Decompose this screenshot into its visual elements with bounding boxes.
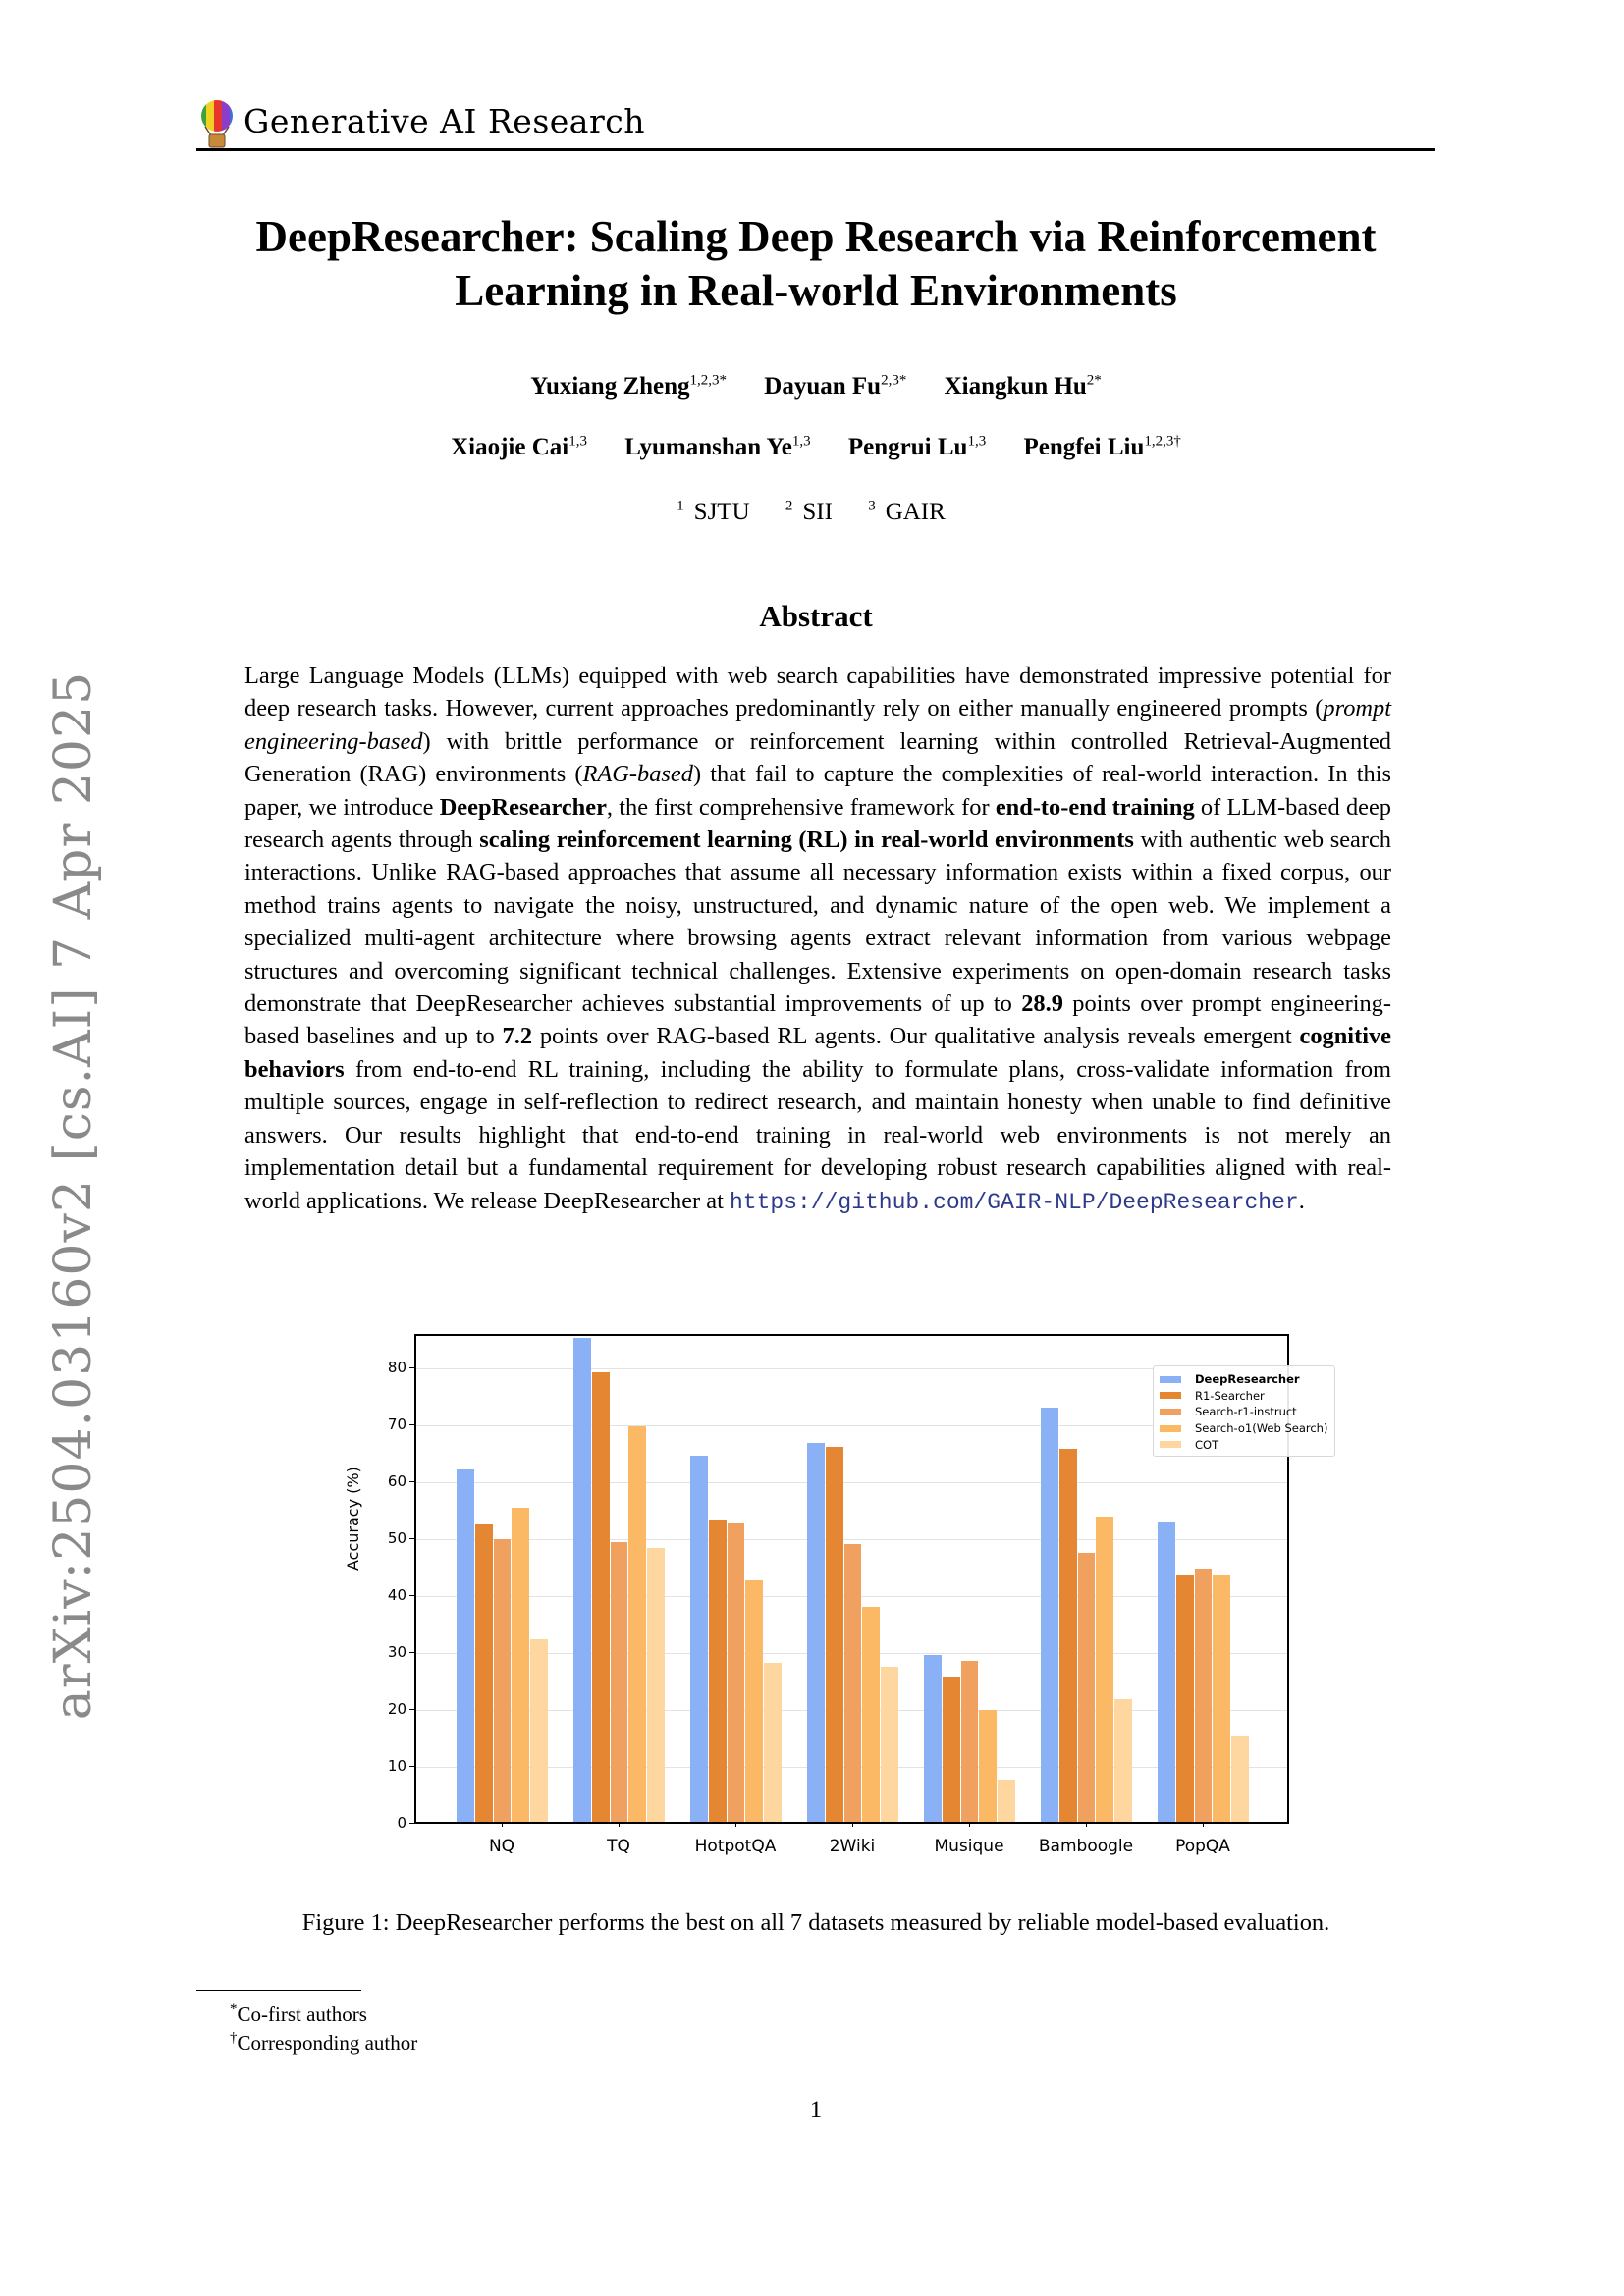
- header-title: Generative AI Research: [244, 102, 645, 140]
- author-row-2: [196, 434, 1435, 461]
- x-tick-mark: [1203, 1822, 1204, 1827]
- abstract-text-segment: points over RAG-based RL agents. Our qualitative analysis reveals emergent: [532, 1023, 1300, 1050]
- footnote-co-first: *Co-first authors: [230, 2002, 367, 2026]
- bar-r1-searcher-tq: [592, 1372, 610, 1822]
- abstract-text-segment: from end-to-end RL training, including the ability to formulate plans, cross-validate information from multiple sources, engage in self-reflection to redirect research, and maintain honesty when unable to find definitive answers. Our results highlight that end-to-end training in real-world web environments is not merely an implementation detail but a fundamental requirement for developing robust research capabilities aligned with real-world applications. We release DeepResearcher at: [244, 1055, 1391, 1214]
- x-tick-label: Musique: [934, 1837, 1004, 1856]
- bar-cot-popqa: [1231, 1736, 1249, 1822]
- bar-cot-bamboogle: [1114, 1699, 1132, 1822]
- legend-entry: [1160, 1404, 1328, 1420]
- y-tick-label: 20: [387, 1700, 406, 1718]
- abstract-text-segment: of LLM-based deep research agents through: [244, 793, 1391, 854]
- abstract-text-segment: points over prompt engineering-based baselines and up to: [244, 990, 1391, 1050]
- bar-r1-searcher-popqa: [1176, 1575, 1194, 1822]
- chart-legend: [1153, 1365, 1335, 1457]
- abstract-heading: Abstract: [759, 599, 873, 633]
- bar-search-o1-web-search--tq: [628, 1426, 646, 1822]
- author: Dayuan $Fu^{2,3*}$: [764, 372, 907, 400]
- author-row-1: [196, 373, 1435, 400]
- bar-search-o1-web-search--nq: [512, 1508, 529, 1822]
- abstract-text-segment: prompt engineering-based: [244, 695, 1391, 755]
- bar-search-r1-instruct-musique: [961, 1661, 979, 1822]
- gridline: [416, 1539, 1287, 1540]
- abstract-text-segment: scaling reinforcement learning (RL) in real-world environments: [479, 827, 1134, 854]
- affiliation: $^2$ SII: [785, 498, 833, 525]
- running-header: [196, 96, 1435, 151]
- x-tick-label: TQ: [607, 1837, 630, 1856]
- header-rule: [196, 148, 1435, 151]
- x-tick-mark: [735, 1822, 736, 1827]
- y-tick-label: 60: [387, 1472, 406, 1490]
- x-tick-label: PopQA: [1175, 1837, 1230, 1856]
- x-tick-mark: [1086, 1822, 1087, 1827]
- legend-entry: [1160, 1371, 1328, 1388]
- bar-search-o1-web-search--bamboogle: [1096, 1517, 1113, 1822]
- x-tick-mark: [969, 1822, 970, 1827]
- x-tick-mark: [619, 1822, 620, 1827]
- plot-area: [414, 1334, 1328, 1824]
- abstract-text-segment: RAG-based: [582, 761, 693, 788]
- y-tick-label: 40: [387, 1586, 406, 1604]
- page-number: 1: [809, 2097, 823, 2123]
- title-line-1: DeepResearcher: Scaling Deep Research via Reinforcement: [255, 212, 1377, 261]
- github-link[interactable]: https://github.com/GAIR-NLP/DeepResearcher: [729, 1189, 1299, 1215]
- title-line-2: Learning in Real-world Environments: [455, 266, 1177, 315]
- bar-r1-searcher-hotpotqa: [709, 1520, 727, 1822]
- bar-deepresearcher-bamboogle: [1041, 1408, 1058, 1822]
- legend-label: Search-o1(Web Search): [1195, 1421, 1328, 1436]
- bar-search-o1-web-search--popqa: [1213, 1575, 1230, 1822]
- bar-search-r1-instruct-2wiki: [844, 1544, 862, 1822]
- figure-caption: Figure 1: DeepResearcher performs the best on all 7 datasets measured by reliable model-based evaluation.: [301, 1909, 1330, 1936]
- footnote-corresponding: †Corresponding author: [230, 2030, 418, 2055]
- x-tick-label: Bamboogle: [1038, 1837, 1134, 1856]
- bar-cot-nq: [530, 1639, 548, 1822]
- affiliation: $^3$ GAIR: [868, 498, 946, 525]
- bar-deepresearcher-tq: [573, 1338, 591, 1822]
- legend-label: COT: [1195, 1437, 1219, 1452]
- abstract-text-segment: end-to-end training: [995, 793, 1195, 821]
- abstract-text-segment: ) with brittle performance or reinforcement learning within controlled Retrieval-Augmented Generation (RAG) environments (: [244, 727, 1391, 788]
- legend-label: Search-r1-instruct: [1195, 1405, 1297, 1419]
- author: Pengfei Liu$^{1,2,3\dagger}$: [1023, 433, 1181, 460]
- bar-search-r1-instruct-nq: [494, 1539, 512, 1822]
- bar-deepresearcher-musique: [924, 1655, 942, 1822]
- bar-search-o1-web-search--musique: [979, 1710, 997, 1822]
- bar-r1-searcher-musique: [943, 1677, 960, 1822]
- paper-title: [196, 210, 1435, 318]
- bar-deepresearcher-popqa: [1158, 1522, 1175, 1822]
- abstract-text-segment: ) that fail to capture the complexities of real-world interaction. In this paper, we introduce: [244, 761, 1392, 821]
- bar-r1-searcher-nq: [475, 1524, 493, 1822]
- bar-r1-searcher-2wiki: [826, 1447, 843, 1822]
- bar-cot-tq: [647, 1548, 665, 1822]
- bar-cot-musique: [998, 1780, 1015, 1823]
- bar-search-r1-instruct-tq: [611, 1542, 628, 1822]
- legend-entry: [1160, 1388, 1328, 1405]
- abstract-body: [244, 660, 1391, 1219]
- y-tick-label: 70: [387, 1415, 406, 1433]
- y-tick-label: 30: [387, 1643, 406, 1661]
- author: Pengrui Lu$^{1,3}$: [847, 433, 987, 460]
- bar-search-r1-instruct-bamboogle: [1078, 1553, 1096, 1822]
- author: Yuxiang Zheng$^{1,2,3*}$: [530, 372, 728, 400]
- affiliation: $^1$ SJTU: [677, 498, 750, 525]
- abstract-text-segment: with authentic web search interactions. Unlike RAG-based approaches that assume all necessary information exists within a fixed corpus, our method trains agents to navigate the noisy, unstructured, and dynamic nature of the open web. We implement a specialized multi-agent architecture where browsing agents extract relevant information from various webpage structures and overcoming significant technical challenges. Extensive experiments on open-domain research tasks demonstrate that DeepResearcher achieves substantial improvements of up to: [244, 827, 1391, 1018]
- x-tick-mark: [502, 1822, 503, 1827]
- x-tick-label: HotpotQA: [694, 1837, 777, 1856]
- bar-search-o1-web-search--hotpotqa: [745, 1580, 763, 1822]
- x-tick-label: NQ: [488, 1837, 515, 1856]
- legend-entry: [1160, 1436, 1328, 1453]
- legend-label: DeepResearcher: [1195, 1372, 1300, 1387]
- abstract-text-segment: 7.2: [502, 1023, 533, 1050]
- author: Lyumanshan Ye$^{1,3}$: [624, 433, 811, 460]
- legend-swatch-icon: [1160, 1425, 1181, 1432]
- abstract-text-segment: cognitive behaviors: [244, 1023, 1391, 1083]
- abstract-text-segment: .: [1298, 1187, 1305, 1214]
- x-tick-label: 2Wiki: [829, 1837, 876, 1856]
- abstract-text-segment: 28.9: [1021, 990, 1063, 1018]
- bar-search-r1-instruct-hotpotqa: [728, 1523, 745, 1823]
- x-tick-mark: [852, 1822, 853, 1827]
- author: Xiangkun $Hu^{2*}$: [944, 372, 1102, 400]
- footnote-rule: [196, 1990, 361, 1991]
- abstract-text-segment: DeepResearcher: [439, 793, 607, 821]
- bar-search-o1-web-search--2wiki: [862, 1607, 880, 1822]
- arxiv-stamp: arXiv:2504.03160v2 [cs.AI] 7 Apr 2025: [44, 670, 103, 1721]
- bar-deepresearcher-hotpotqa: [690, 1456, 708, 1822]
- author: Xiaojie Cai$^{1,3}$: [451, 433, 587, 460]
- legend-swatch-icon: [1160, 1392, 1181, 1399]
- legend-swatch-icon: [1160, 1441, 1181, 1448]
- legend-entry: [1160, 1420, 1328, 1437]
- abstract-text-segment: Large Language Models (LLMs) equipped with web search capabilities have demonstrated impressive potential for deep research tasks. However, current approaches predominantly rely on either manually engineered prompts (: [244, 663, 1391, 722]
- bar-deepresearcher-2wiki: [807, 1443, 825, 1822]
- affiliations: [196, 499, 1435, 526]
- legend-label: R1-Searcher: [1195, 1388, 1265, 1403]
- bar-deepresearcher-nq: [457, 1469, 474, 1822]
- y-tick-label: 0: [397, 1814, 406, 1832]
- hot-air-balloon-icon: [196, 98, 238, 149]
- bar-r1-searcher-bamboogle: [1059, 1449, 1077, 1822]
- y-axis-label: Accuracy (%): [344, 1467, 362, 1571]
- bar-cot-hotpotqa: [764, 1663, 782, 1822]
- y-tick-label: 50: [387, 1529, 406, 1547]
- bar-search-r1-instruct-popqa: [1195, 1569, 1213, 1822]
- legend-swatch-icon: [1160, 1409, 1181, 1415]
- abstract-text-segment: , the first comprehensive framework for: [606, 793, 996, 821]
- accuracy-bar-chart: [344, 1315, 1328, 1865]
- legend-swatch-icon: [1160, 1376, 1181, 1383]
- bar-cot-2wiki: [881, 1667, 898, 1822]
- gridline: [416, 1482, 1287, 1483]
- y-tick-label: 80: [387, 1359, 406, 1376]
- y-tick-label: 10: [387, 1757, 406, 1775]
